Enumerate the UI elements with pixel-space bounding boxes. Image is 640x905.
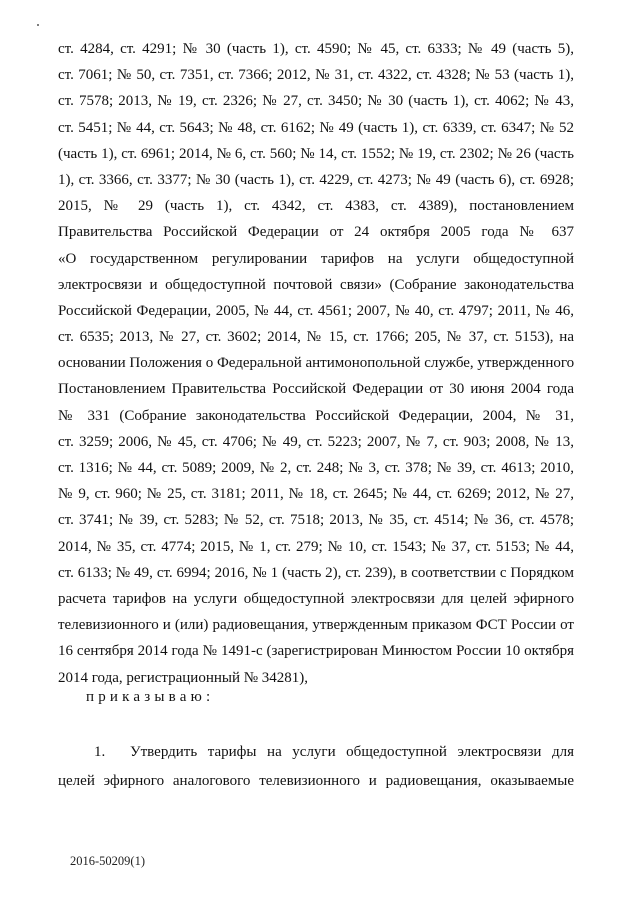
text-line: Правительства Российской Федерации от 24 октября 2005 года № 637 xyxy=(58,224,574,241)
text-line: ст. 7578; 2013, № 19, ст. 2326; № 27, ст. 3450; № 30 (часть 1), ст. 4062; № 43, xyxy=(58,93,574,110)
text-line: 2014, № 35, ст. 4774; 2015, № 1, ст. 279; № 10, ст. 1543; № 37, ст. 5153; № 44, xyxy=(58,538,574,555)
point-number: 1. xyxy=(94,744,106,760)
scan-artifact-dot xyxy=(37,24,39,26)
text-line: 16 сентября 2014 года № 1491-с (зарегистрирован Минюстом России 10 октября xyxy=(58,643,574,660)
text-line: ст. 6535; 2013, № 27, ст. 3602; 2014, № 15, ст. 1766; 205, № 37, ст. 5153), на xyxy=(58,329,574,346)
text-line: 2015, № 29 (часть 1), ст. 4342, ст. 4383, ст. 4389), постановлением xyxy=(58,198,574,215)
order-word: приказываю: xyxy=(86,689,215,705)
text-line: ст. 4284, ст. 4291; № 30 (часть 1), ст. 4590; № 45, ст. 6333; № 49 (часть 5), xyxy=(58,41,574,57)
document-footer-code: 2016-50209(1) xyxy=(70,854,145,868)
point-1 xyxy=(58,738,574,796)
text-line: ст. 1316; № 44, ст. 5089; 2009, № 2, ст. 248; № 3, ст. 378; № 39, ст. 4613; 2010, xyxy=(58,460,574,476)
text-line: ст. 6133; № 49, ст. 6994; 2016, № 1 (часть 2), ст. 239), в соответствии с Порядком xyxy=(58,564,574,581)
text-line: ст. 7061; № 50, ст. 7351, ст. 7366; 2012, № 31, ст. 4322, ст. 4328; № 53 (часть 1), xyxy=(58,67,574,84)
text-line: телевизионного и (или) радиовещания, утвержденным приказом ФСТ России от xyxy=(58,617,574,634)
text-line: ст. 3259; 2006, № 45, ст. 4706; № 49, ст. 5223; 2007, № 7, ст. 903; 2008, № 13, xyxy=(58,433,574,450)
text-line: Российской Федерации, 2005, № 44, ст. 4561; 2007, № 40, ст. 4797; 2011, № 46, xyxy=(58,302,574,319)
point-1-line-2: целей эфирного аналогового телевизионного и радиовещания, оказываемые xyxy=(58,773,574,789)
text-line: Постановлением Правительства Российской Федерации от 30 июня 2004 года xyxy=(58,381,574,398)
point-1-line-1 xyxy=(58,738,574,767)
text-line: «О государственном регулировании тарифов на услуги общедоступной xyxy=(58,250,574,267)
text-line: 1), ст. 3366, ст. 3377; № 30 (часть 1), ст. 4229, ст. 4273; № 49 (часть 6), ст. 6928; xyxy=(58,171,574,188)
text-line: ст. 3741; № 39, ст. 5283; № 52, ст. 7518; 2013, № 35, ст. 4514; № 36, ст. 4578; xyxy=(58,512,574,529)
text-line: № 331 (Собрание законодательства Российской Федерации, 2004, № 31, xyxy=(58,407,574,424)
text-line: 2014 года, регистрационный № 34281), xyxy=(58,669,309,686)
preamble-text xyxy=(58,36,574,691)
text-line: расчета тарифов на услуги общедоступной электросвязи для целей эфирного xyxy=(58,590,574,607)
text-line: (часть 1), ст. 6961; 2014, № 6, ст. 560; № 14, ст. 1552; № 19, ст. 2302; № 26 (часть xyxy=(58,145,574,162)
text-line: основании Положения о Федеральной антимонопольной службе, утвержденного xyxy=(58,355,575,372)
text-line: № 9, ст. 960; № 25, ст. 3181; 2011, № 18, ст. 2645; № 44, ст. 6269; 2012, № 27, xyxy=(58,486,574,503)
text-line: ст. 5451; № 44, ст. 5643; № 48, ст. 6162; № 49 (часть 1), ст. 6339, ст. 6347; № 52 xyxy=(58,119,574,136)
text-line: электросвязи и общедоступной почтовой связи» (Собрание законодательства xyxy=(58,276,574,293)
point-1-text-start: Утвердить тарифы на услуги общедоступной электросвязи для xyxy=(130,744,574,760)
